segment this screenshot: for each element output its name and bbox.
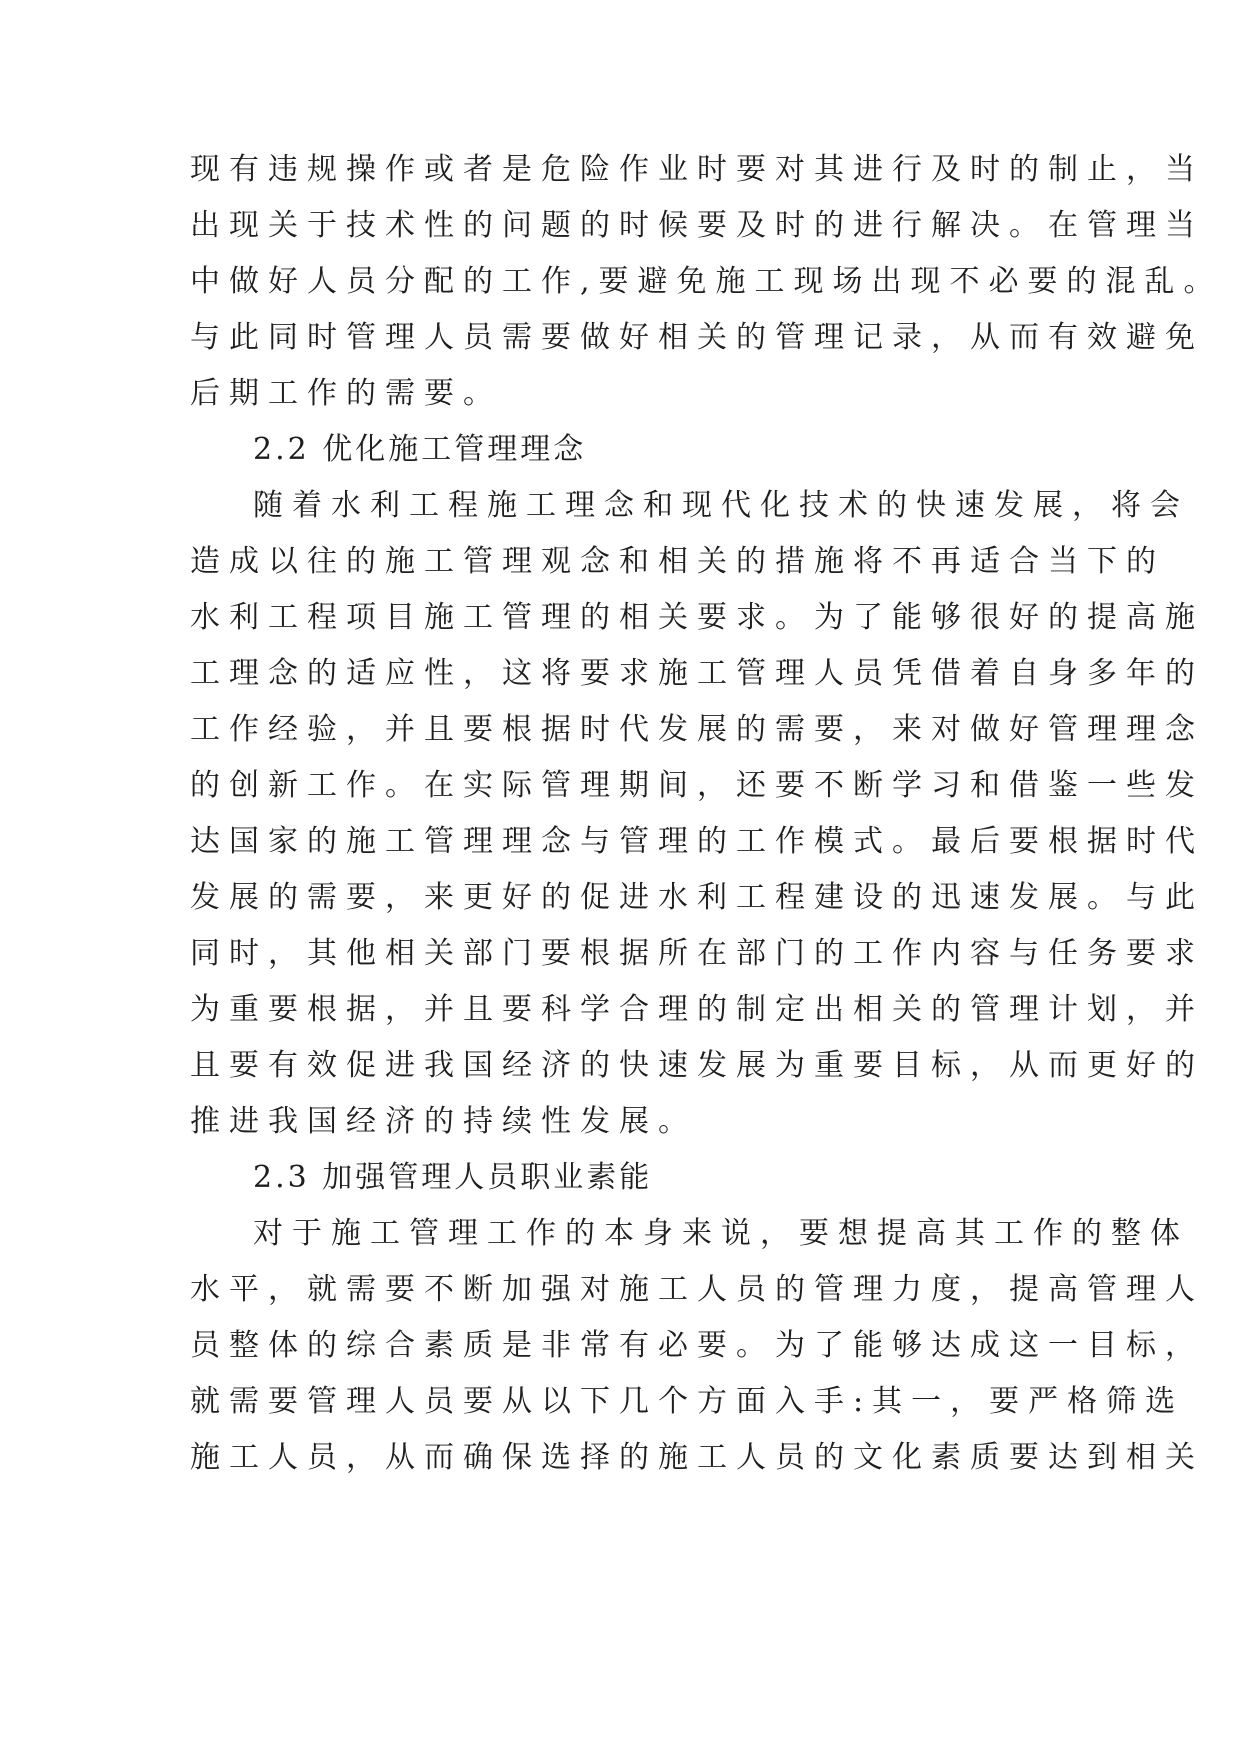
paragraph-line: 与此同时管理人员需要做好相关的管理记录，从而有效避免 [190,320,1204,355]
paragraph-line: 且要有效促进我国经济的快速发展为重要目标，从而更好的 [190,1048,1204,1083]
section-heading: 2.3 加强管理人员职业素能 [253,1160,653,1195]
paragraph-line: 的创新工作。在实际管理期间，还要不断学习和借鉴一些发 [190,768,1204,803]
paragraph-line: 同时，其他相关部门要根据所在部门的工作内容与任务要求 [190,936,1204,971]
paragraph-line: 水利工程项目施工管理的相关要求。为了能够很好的提高施 [190,600,1204,635]
paragraph-line: 出现关于技术性的问题的时候要及时的进行解决。在管理当 [190,208,1204,243]
paragraph-line: 施工人员，从而确保选择的施工人员的文化素质要达到相关 [190,1440,1204,1475]
paragraph-line: 现有违规操作或者是危险作业时要对其进行及时的制止，当 [190,152,1204,187]
paragraph-line: 随着水利工程施工理念和现代化技术的快速发展，将会 [253,488,1189,523]
paragraph-line: 工理念的适应性，这将要求施工管理人员凭借着自身多年的 [190,656,1204,691]
section-heading: 2.2 优化施工管理理念 [253,432,587,467]
paragraph-line: 工作经验，并且要根据时代发展的需要，来对做好管理理念 [190,712,1204,747]
paragraph-line: 达国家的施工管理理念与管理的工作模式。最后要根据时代 [190,824,1204,859]
paragraph-line: 发展的需要，来更好的促进水利工程建设的迅速发展。与此 [190,880,1204,915]
paragraph-line: 造成以往的施工管理观念和相关的措施将不再适合当下的 [190,544,1165,579]
paragraph-line: 推进我国经济的持续性发展。 [190,1104,697,1139]
paragraph-line: 后期工作的需要。 [190,376,502,411]
paragraph-line: 对于施工管理工作的本身来说，要想提高其工作的整体 [253,1216,1189,1251]
paragraph-line: 就需要管理人员要从以下几个方面入手:其一，要严格筛选 [190,1384,1185,1419]
paragraph-line: 水平，就需要不断加强对施工人员的管理力度，提高管理人 [190,1272,1204,1307]
paragraph-line: 员整体的综合素质是非常有必要。为了能够达成这一目标， [190,1328,1204,1363]
paragraph-line: 为重要根据，并且要科学合理的制定出相关的管理计划，并 [190,992,1204,1027]
paragraph-line: 中做好人员分配的工作,要避免施工现场出现不必要的混乱。 [190,264,1223,299]
